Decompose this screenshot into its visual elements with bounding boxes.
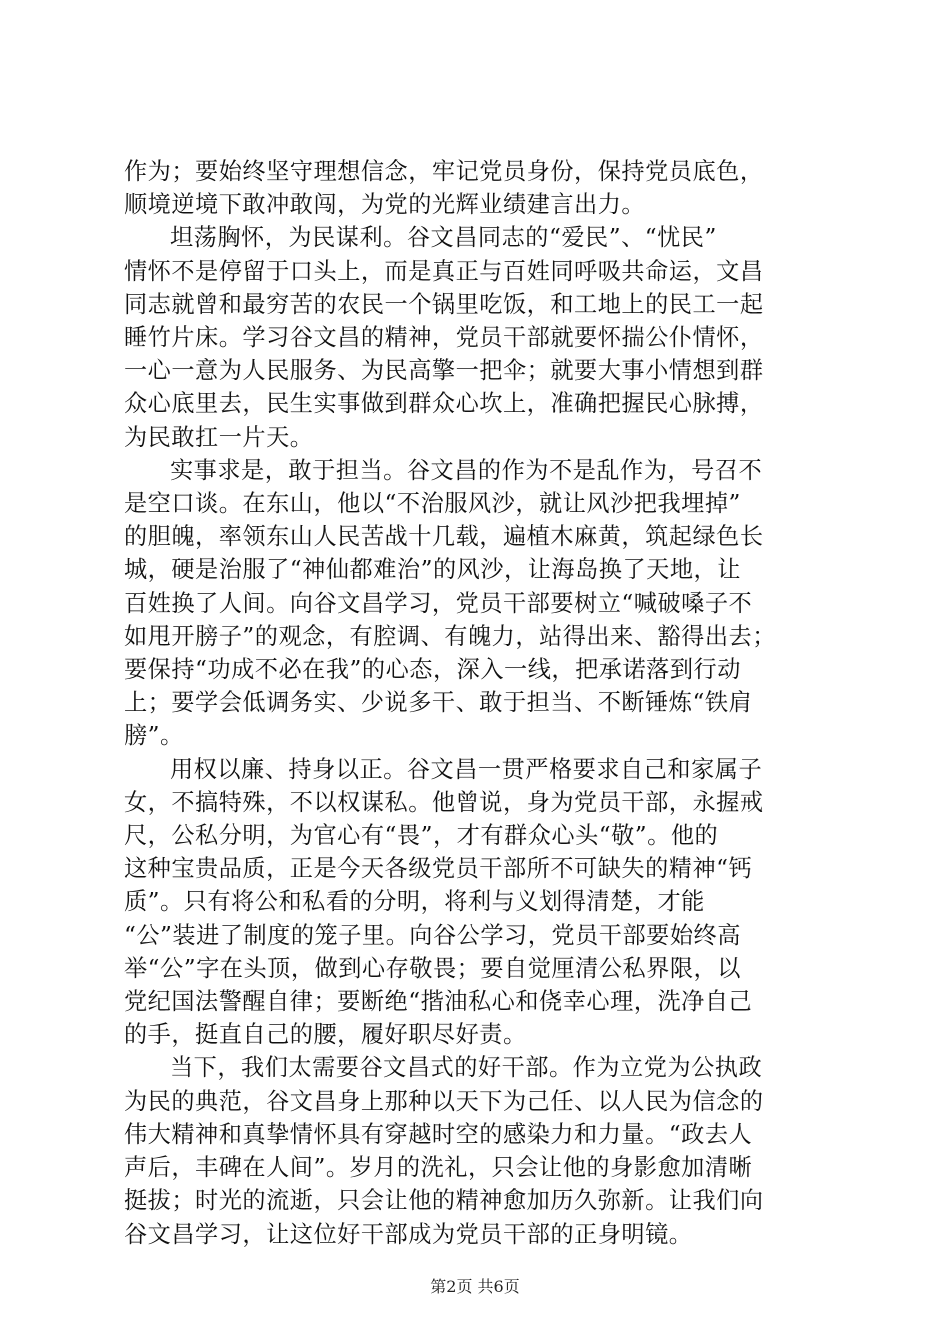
text-line: 谷文昌学习，让这位好干部成为党员干部的正身明镜。: [124, 1220, 693, 1248]
text-line: 这种宝贵品质，正是今天各级党员干部所不可缺失的精神“钙: [124, 855, 753, 883]
text-line: 举“公”字在头顶，做到心存敬畏；要自觉厘清公私界限，以: [124, 954, 741, 982]
text-line: 顺境逆境下敢冲敢闯，为党的光辉业绩建言出力。: [124, 191, 646, 219]
text-line: 党纪国法警醒自律；要断绝“揩油私心和侥幸心理，洗净自己: [124, 988, 753, 1016]
text-line: 情怀不是停留于口头上，而是真正与百姓同呼吸共命运，文昌: [124, 257, 764, 285]
text-line: 为民敢扛一片天。: [124, 423, 314, 451]
paragraph-start-line: 当下，我们太需要谷文昌式的好干部。作为立党为公执政: [170, 1054, 763, 1082]
text-line: 为民的典范，谷文昌身上那种以天下为己任、以人民为信念的: [124, 1087, 764, 1115]
paragraph-start-line: 坦荡胸怀，为民谋利。谷文昌同志的“爱民”、“忧民”: [170, 224, 717, 252]
text-line: “公”装进了制度的笼子里。向谷公学习，党员干部要始终高: [124, 921, 741, 949]
text-line: 膀”。: [124, 722, 184, 750]
text-line: 是空口谈。在东山，他以“不治服风沙，就让风沙把我埋掉”: [124, 490, 741, 518]
paragraph-start-line: 实事求是，敢于担当。谷文昌的作为不是乱作为，号召不: [170, 456, 763, 484]
text-line: 伟大精神和真挚情怀具有穿越时空的感染力和力量。“政去人: [124, 1120, 753, 1148]
page-number-label: 第2页 共6页: [430, 1277, 520, 1296]
text-line: 上；要学会低调务实、少说多干、敢于担当、不断锤炼“铁肩: [124, 689, 753, 717]
text-line: 要保持“功成不必在我”的心态，深入一线，把承诺落到行动: [124, 656, 741, 684]
text-line: 城，硬是治服了“神仙都难治”的风沙，让海岛换了天地，让: [124, 556, 741, 584]
text-line: 作为；要始终坚守理想信念，牢记党员身份，保持党员底色，: [124, 158, 764, 185]
text-line: 尺，公私分明，为官心有“畏”，才有群众心头“敬”。他的: [124, 822, 719, 850]
text-line: 的手，挺直自己的腰，履好职尽好责。: [124, 1021, 527, 1049]
text-line: 众心底里去，民生实事做到群众心坎上，准确把握民心脉搏，: [124, 390, 764, 418]
page-footer: [0, 1274, 950, 1297]
text-line: 女，不搞特殊，不以权谋私。他曾说，身为党员干部，永握戒: [124, 788, 764, 816]
text-line: 质”。只有将公和私看的分明，将利与义划得清楚，才能: [124, 888, 705, 916]
text-line: 百姓换了人间。向谷文昌学习，党员干部要树立“喊破嗓子不: [124, 589, 753, 617]
text-line: 挺拔；时光的流逝，只会让他的精神愈加历久弥新。让我们向: [124, 1187, 764, 1215]
text-line: 睡竹片床。学习谷文昌的精神，党员干部就要怀揣公仆情怀，: [124, 324, 764, 352]
text-line: 的胆魄，率领东山人民苦战十几载，遍植木麻黄，筑起绿色长: [124, 523, 764, 551]
text-line: 如甩开膀子”的观念，有腔调、有魄力，站得出来、豁得出去；: [124, 622, 776, 650]
text-line: 同志就曾和最穷苦的农民一个锅里吃饭，和工地上的民工一起: [124, 290, 764, 318]
text-line: 一心一意为人民服务、为民高擎一把伞；就要大事小情想到群: [124, 357, 764, 385]
paragraph-start-line: 用权以廉、持身以正。谷文昌一贯严格要求自己和家属子: [170, 755, 763, 783]
document-body: [124, 155, 834, 1251]
text-line: 声后，丰碑在人间”。岁月的洗礼，只会让他的身影愈加清晰: [124, 1154, 753, 1182]
